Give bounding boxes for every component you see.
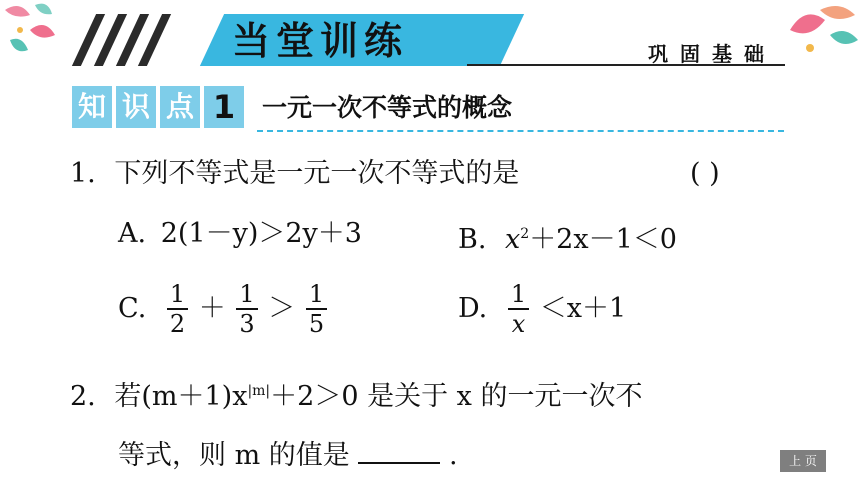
floral-decoration-right (780, 0, 860, 60)
banner-title: 当堂训练 (232, 19, 409, 63)
q1-stem (70, 157, 519, 191)
option-label: D. (458, 293, 488, 324)
kp-dashed-line (257, 130, 784, 132)
fraction (236, 280, 257, 338)
kp-chip: 点 (160, 86, 200, 128)
operator: ＋ (198, 293, 226, 324)
numerator: 1 (510, 280, 527, 308)
fraction (167, 280, 188, 338)
q1-option-a (118, 217, 362, 251)
q1-option-d (458, 280, 626, 338)
denominator: x (508, 308, 529, 338)
numerator: 1 (308, 280, 325, 308)
q1-option-b (458, 217, 677, 257)
operator: ＞ (268, 293, 296, 324)
prev-page-button[interactable]: 上 页 (780, 450, 826, 472)
denominator: 3 (236, 308, 257, 338)
kp-number: 1 (204, 86, 244, 128)
numerator: 1 (239, 280, 255, 308)
option-text: ＋2x－1＜0 (529, 224, 677, 255)
numerator: 1 (169, 280, 186, 308)
q1-text: 下列不等式是一元一次不等式的是 (114, 158, 520, 189)
kp-chip: 知 (72, 86, 112, 128)
q2-number: 2. (70, 381, 96, 412)
q2-text: 若(m＋1)x (114, 381, 248, 412)
exponent: |m| (247, 383, 271, 399)
banner-subtitle: 巩固基础 (648, 42, 776, 66)
q1-option-c (118, 280, 329, 338)
answer-blank[interactable] (358, 436, 440, 464)
option-label: C. (118, 293, 147, 324)
knowledge-point-heading (72, 86, 784, 130)
q1-answer-paren: ( ) (690, 158, 720, 189)
kp-chip: 识 (116, 86, 156, 128)
fraction (306, 280, 327, 338)
section-banner (72, 10, 784, 66)
option-label: B. (458, 224, 487, 255)
exponent: 2 (520, 226, 530, 242)
denominator: 5 (306, 308, 327, 338)
fraction (508, 280, 529, 338)
option-text: 2(1－y)＞2y＋3 (160, 218, 362, 249)
denominator: 2 (167, 308, 188, 338)
q2-text: . (448, 440, 458, 471)
option-label: A. (118, 218, 147, 249)
var-x: x (505, 224, 521, 255)
q2-text: 等式，则 m 的值是 (118, 440, 350, 471)
q2-line2 (118, 436, 458, 473)
option-text: ＜x＋1 (539, 293, 627, 324)
q2-text: ＋2＞0 是关于 x 的一元一次不 (270, 381, 643, 412)
q1-number: 1. (70, 158, 96, 189)
kp-title: 一元一次不等式的概念 (262, 93, 513, 122)
floral-decoration-left (0, 0, 70, 70)
q2-line1 (70, 374, 643, 414)
